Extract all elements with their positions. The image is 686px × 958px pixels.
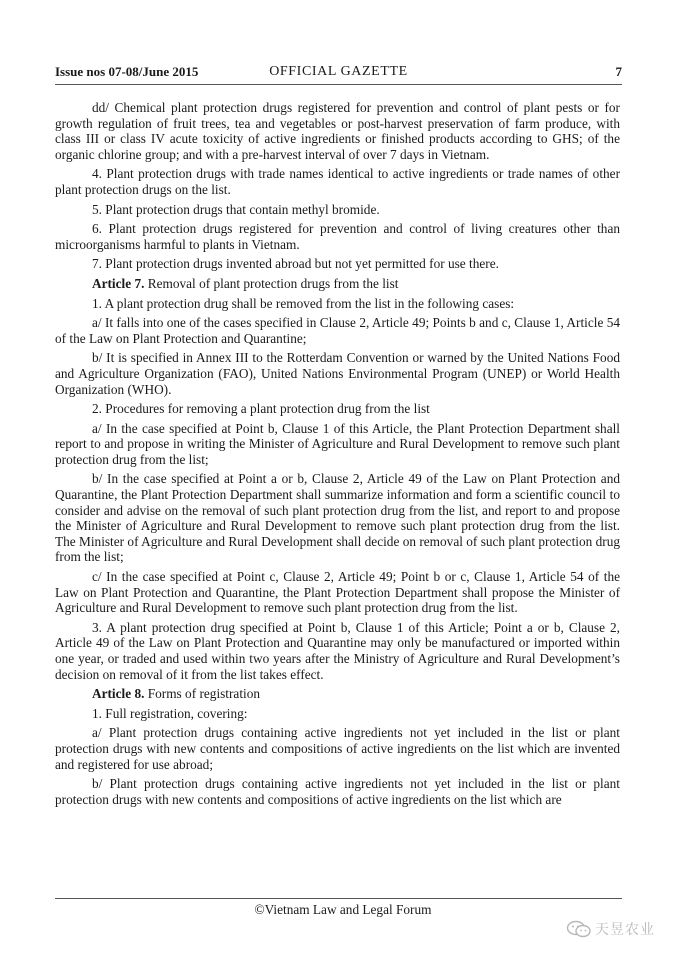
document-body <box>55 100 620 811</box>
watermark <box>566 918 676 940</box>
paragraph-text: b/ Plant protection drugs containing active ingredients not yet included in the list or plant protection drugs with new contents and compositions of active ingredients on the list which are <box>55 776 620 807</box>
wechat-icon <box>566 920 592 938</box>
paragraph-text: a/ Plant protection drugs containing active ingredients not yet included in the list or plant protection drugs with new contents and compositions of active ingredients on the list which are invented and registered for use abroad; <box>55 725 620 772</box>
paragraph-text: 5. Plant protection drugs that contain methyl bromide. <box>92 201 380 217</box>
paragraph-text: Forms of registration <box>144 686 261 702</box>
copyright-symbol: © <box>254 902 265 917</box>
paragraph-text: a/ It falls into one of the cases specified in Clause 2, Article 49; Points b and c, Clause 1, Article 54 of the Law on Plant Protection and Quarantine; <box>55 315 620 346</box>
paragraph <box>55 620 620 682</box>
paragraph <box>55 401 620 417</box>
paragraph-text: c/ In the case specified at Point c, Clause 2, Article 49; Point b or c, Clause 1, Article 54 of the Law on Plant Protection and Quarantine, the Plant Protection Department shall propose the Minister of Agriculture and Rural Development to remove such plant protection drug from the list. <box>55 569 620 616</box>
watermark-text: 天昱农业 <box>595 922 655 938</box>
paragraph-text: 6. Plant protection drugs registered for prevention and control of living creatures other than microorganisms harmful to plants in Vietnam. <box>55 221 620 252</box>
paragraph-text: 1. Full registration, covering: <box>92 705 248 721</box>
paragraph <box>55 202 620 218</box>
paragraph-text: b/ In the case specified at Point a or b, Clause 2, Article 49 of the Law on Plant Protection and Quarantine, the Plant Protection Department shall summarize information and form a scientific council to consider and advise on the removal of such plant protection drug from the list, and report to and propose the Minister of Agriculture and Rural Development to remove such plant protection drug from the list. The Minister of Agriculture and Rural Development shall decide on removal of such plant protection drug from the list; <box>55 471 620 565</box>
article-heading: Article 8. <box>92 686 145 702</box>
paragraph <box>55 471 620 565</box>
footer-divider <box>55 898 622 899</box>
paragraph <box>55 776 620 807</box>
paragraph <box>55 350 620 397</box>
paragraph <box>55 276 620 292</box>
paragraph <box>55 725 620 772</box>
paragraph <box>55 315 620 346</box>
paragraph <box>55 421 620 468</box>
paragraph-text: 3. A plant protection drug specified at Point b, Clause 1 of this Article; Point a or b, Clause 2, Article 49 of the Law on Plant Protection and Quarantine may only be manufactured or imported within one year, or traded and used within two years after the Ministry of Agriculture and Rural Development’s decision on removal of it from the list takes effect. <box>55 619 620 682</box>
issue-number: Issue nos 07-08/June 2015 <box>55 64 199 79</box>
paragraph-text: 1. A plant protection drug shall be removed from the list in the following cases: <box>92 295 515 311</box>
footer-text: Vietnam Law and Legal Forum <box>264 902 432 917</box>
paragraph-text: 4. Plant protection drugs with trade names identical to active ingredients or trade names of other plant protection drugs on the list. <box>55 166 620 197</box>
paragraph-text: b/ It is specified in Annex III to the Rotterdam Convention or warned by the United Nations Food and Agriculture Organization (FAO), United Nations Environmental Program (UNEP) or World Health Organization (WHO). <box>55 350 620 397</box>
paragraph <box>55 166 620 197</box>
page-header <box>55 64 622 82</box>
paragraph <box>55 569 620 616</box>
paragraph <box>55 296 620 312</box>
paragraph <box>55 221 620 252</box>
article-heading: Article 7. <box>92 275 145 291</box>
paragraph-text: 7. Plant protection drugs invented abroad but not yet permitted for use there. <box>92 256 499 272</box>
paragraph-text: 2. Procedures for removing a plant protection drug from the list <box>92 401 430 417</box>
gazette-title: OFFICIAL GAZETTE <box>269 64 408 79</box>
paragraph-text: dd/ Chemical plant protection drugs registered for prevention and control of plant pests or for growth regulation of fruit trees, tea and vegetables or post-harvest preservation of farm produce, with class III or class IV acute toxicity of active ingredients or finished products according to GHS; of the organic chlorine group; and with a pre-harvest interval of over 7 days in Vietnam. <box>55 100 620 162</box>
page-footer <box>0 902 686 918</box>
paragraph <box>55 256 620 272</box>
paragraph <box>55 706 620 722</box>
paragraph-text: Removal of plant protection drugs from the list <box>144 275 399 291</box>
header-divider <box>55 84 622 85</box>
paragraph-text: a/ In the case specified at Point b, Clause 1 of this Article, the Plant Protection Department shall report to and propose in writing the Minister of Agriculture and Rural Development to remove such plant protection drug from the list; <box>55 420 620 467</box>
page-number: 7 <box>615 64 622 79</box>
paragraph <box>55 100 620 162</box>
paragraph <box>55 686 620 702</box>
